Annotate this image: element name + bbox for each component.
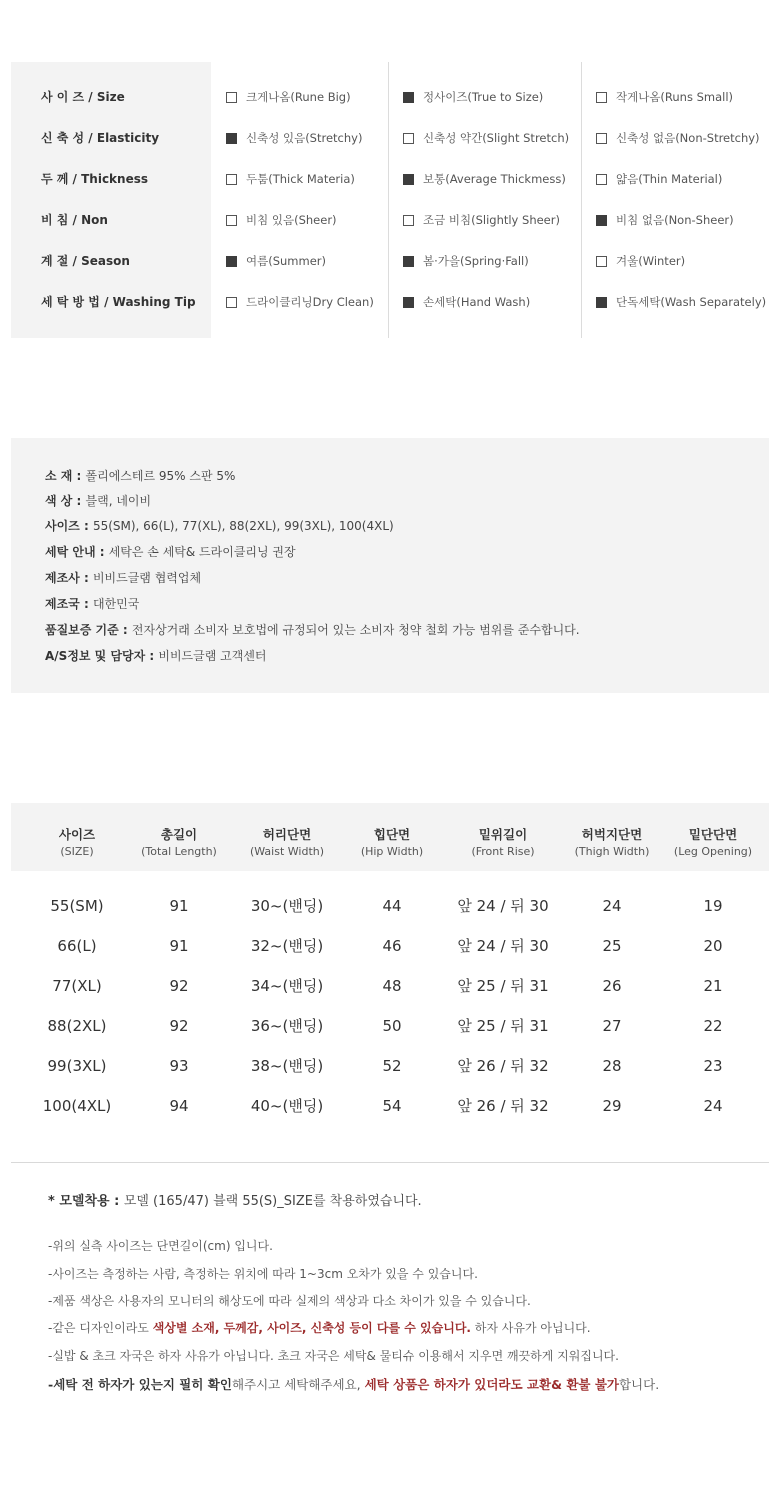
attribute-row (11, 169, 769, 189)
attribute-label: 두 께 / Thickness (41, 172, 149, 186)
attribute-option (596, 87, 733, 107)
size-table-cell: 25 (602, 937, 622, 955)
size-table-cell: 94 (169, 1097, 189, 1115)
info-as-contact: A/S정보 및 담당자 : 비비드글램 고객센터 (45, 649, 267, 663)
unchecked-box-icon (596, 174, 607, 185)
attribute-row (11, 292, 769, 312)
attribute-label: 사 이 즈 / Size (41, 90, 125, 104)
unchecked-box-icon (226, 92, 237, 103)
attribute-option (403, 169, 566, 189)
size-table-cell: 20 (703, 937, 723, 955)
size-table-header-cell (227, 827, 347, 860)
note-measurement: -위의 실측 사이즈는 단면길이(cm) 입니다. (48, 1239, 273, 1253)
attribute-option (226, 128, 362, 148)
attribute-option (226, 169, 355, 189)
size-table-cell: 46 (382, 937, 402, 955)
header-label-korean: 힙단면 (373, 827, 411, 842)
size-table-cell: 55(SM) (50, 897, 104, 915)
unchecked-box-icon (226, 215, 237, 226)
attribute-row (11, 210, 769, 230)
size-table-cell: 30~(밴딩) (250, 897, 324, 915)
header-label-english: (SIZE) (60, 845, 94, 858)
size-table-cell: 앞 24 / 뒤 30 (457, 897, 549, 915)
attribute-option (403, 128, 569, 148)
note-wash-warning: -세탁 전 하자가 있는지 필히 확인해주시고 세탁해주세요, 세탁 상품은 하자가 있더라도 교환& 환불 불가합니다. (48, 1377, 660, 1392)
attribute-option-label: 작게나옴(Runs Small) (616, 90, 734, 104)
header-label-korean: 사이즈 (58, 827, 96, 842)
attribute-option-label: 신축성 약간(Slight Stretch) (423, 131, 570, 145)
attribute-row (11, 251, 769, 271)
attribute-option (596, 169, 722, 189)
size-table-cell: 54 (382, 1097, 402, 1115)
attribute-option-label: 드라이클리닝Dry Clean) (246, 295, 374, 309)
attribute-option (403, 87, 543, 107)
size-table-header-cell (653, 827, 773, 860)
attribute-option (596, 251, 685, 271)
header-label-korean: 총길이 (160, 827, 198, 842)
size-table-cell: 100(4XL) (42, 1097, 112, 1115)
size-table-cell: 40~(밴딩) (250, 1097, 324, 1115)
attribute-label: 계 절 / Season (41, 254, 130, 268)
size-table-header-cell (119, 827, 239, 860)
product-attribute-table (11, 62, 769, 338)
size-table-cell: 99(3XL) (47, 1057, 107, 1075)
attribute-option-label: 조금 비침(Slightly Sheer) (423, 213, 560, 227)
size-table-cell: 32~(밴딩) (250, 937, 324, 955)
header-label-korean: 밑단단면 (688, 827, 738, 842)
size-table-cell: 앞 26 / 뒤 32 (457, 1057, 549, 1075)
attribute-row (11, 87, 769, 107)
attribute-option-label: 여름(Summer) (246, 254, 326, 268)
size-table-cell: 88(2XL) (47, 1017, 107, 1035)
size-table-cell: 91 (169, 937, 189, 955)
attribute-option-label: 단독세탁(Wash Separately) (616, 295, 767, 309)
info-color: 색 상 : 블랙, 네이비 (45, 494, 152, 508)
attribute-label: 비 침 / Non (41, 213, 108, 227)
attribute-option-label: 비침 없음(Non-Sheer) (616, 213, 734, 227)
size-table-cell: 26 (602, 977, 622, 995)
size-table-cell: 28 (602, 1057, 622, 1075)
size-table-cell: 23 (703, 1057, 723, 1075)
header-label-korean: 허벅지단면 (581, 827, 643, 842)
checked-box-icon (596, 297, 607, 308)
header-label-korean: 밑위길이 (478, 827, 528, 842)
note-chalk: -실밥 & 초크 자국은 하자 사유가 아닙니다. 초크 자국은 세탁& 물티슈 이용해서 지우면 깨끗하게 지워집니다. (48, 1349, 619, 1363)
attribute-option-label: 겨울(Winter) (616, 254, 686, 268)
size-table-cell: 52 (382, 1057, 402, 1075)
size-table-header-cell (443, 827, 563, 860)
attribute-option (403, 292, 530, 312)
size-table-cell: 24 (703, 1097, 723, 1115)
unchecked-box-icon (403, 133, 414, 144)
header-label-english: (Total Length) (141, 845, 217, 858)
attribute-option-label: 정사이즈(True to Size) (423, 90, 544, 104)
attribute-option-label: 보통(Average Thickmess) (423, 172, 566, 186)
size-table-cell: 22 (703, 1017, 723, 1035)
size-table-cell: 24 (602, 897, 622, 915)
attribute-row (11, 128, 769, 148)
size-table-cell: 29 (602, 1097, 622, 1115)
size-table-cell: 92 (169, 1017, 189, 1035)
size-table-cell: 27 (602, 1017, 622, 1035)
size-table-cell: 앞 25 / 뒤 31 (457, 1017, 549, 1035)
attribute-option-label: 크게나옴(Rune Big) (246, 90, 351, 104)
size-table-cell: 93 (169, 1057, 189, 1075)
checked-box-icon (403, 297, 414, 308)
attribute-option-label: 비침 있음(Sheer) (246, 213, 337, 227)
header-label-korean: 허리단면 (262, 827, 312, 842)
attribute-option-label: 신축성 있음(Stretchy) (246, 131, 363, 145)
unchecked-box-icon (403, 215, 414, 226)
unchecked-box-icon (596, 92, 607, 103)
checked-box-icon (403, 92, 414, 103)
size-table-cell: 91 (169, 897, 189, 915)
header-label-english: (Hip Width) (360, 845, 424, 858)
info-size: 사이즈 : 55(SM), 66(L), 77(XL), 88(2XL), 99(3XL), 100(4XL) (45, 519, 394, 533)
attribute-option (596, 128, 760, 148)
note-design: -같은 디자인이라도 색상별 소재, 두께감, 사이즈, 신축성 등이 다를 수 있습니다. 하자 사유가 아닙니다. (48, 1321, 591, 1335)
attribute-label: 세 탁 방 법 / Washing Tip (41, 295, 196, 309)
attribute-option (226, 251, 326, 271)
size-table-cell: 19 (703, 897, 723, 915)
attribute-option (596, 210, 734, 230)
size-table-cell: 앞 24 / 뒤 30 (457, 937, 549, 955)
checked-box-icon (403, 174, 414, 185)
unchecked-box-icon (226, 174, 237, 185)
size-table-cell: 44 (382, 897, 402, 915)
header-label-english: (Thigh Width) (574, 845, 650, 858)
info-washing: 세탁 안내 : 세탁은 손 세탁& 드라이클리닝 권장 (45, 545, 296, 559)
attribute-label: 신 축 성 / Elasticity (41, 131, 160, 145)
model-fit-note: * 모델착용 : 모델 (165/47) 블랙 55(S)_SIZE를 착용하였습니다. (48, 1194, 422, 1209)
size-table-cell: 48 (382, 977, 402, 995)
checked-box-icon (403, 256, 414, 267)
attribute-option (403, 210, 560, 230)
header-label-english: (Leg Opening) (673, 845, 753, 858)
divider (11, 1162, 769, 1163)
attribute-option-label: 두툼(Thick Materia) (246, 172, 355, 186)
unchecked-box-icon (226, 297, 237, 308)
unchecked-box-icon (596, 133, 607, 144)
size-table-header-cell (332, 827, 452, 860)
attribute-option-label: 신축성 없음(Non-Stretchy) (616, 131, 760, 145)
attribute-option (226, 292, 374, 312)
size-table-cell: 77(XL) (52, 977, 102, 995)
size-table-cell: 66(L) (57, 937, 97, 955)
unchecked-box-icon (596, 256, 607, 267)
size-table-cell: 36~(밴딩) (250, 1017, 324, 1035)
checked-box-icon (226, 133, 237, 144)
size-table-cell: 앞 26 / 뒤 32 (457, 1097, 549, 1115)
note-color: -제품 색상은 사용자의 모니터의 해상도에 따라 실제의 색상과 다소 차이가 있을 수 있습니다. (48, 1294, 531, 1308)
info-quality-guarantee: 품질보증 기준 : 전자상거래 소비자 보호법에 규정되어 있는 소비자 청약 철회 가능 범위를 준수합니다. (45, 623, 580, 637)
attribute-option-label: 손세탁(Hand Wash) (423, 295, 531, 309)
checked-box-icon (226, 256, 237, 267)
info-material: 소 재 : 폴리에스테르 95% 스판 5% (45, 469, 236, 483)
info-manufacturer: 제조사 : 비비드글램 협력업체 (45, 571, 202, 585)
attribute-option (596, 292, 766, 312)
size-table-cell: 50 (382, 1017, 402, 1035)
attribute-option (403, 251, 529, 271)
attribute-option-label: 봄·가을(Spring·Fall) (423, 254, 529, 268)
size-table-cell: 앞 25 / 뒤 31 (457, 977, 549, 995)
header-label-english: (Front Rise) (471, 845, 535, 858)
size-table-cell: 21 (703, 977, 723, 995)
note-tolerance: -사이즈는 측정하는 사람, 측정하는 위치에 따라 1~3cm 오차가 있을 수 있습니다. (48, 1267, 478, 1281)
header-label-english: (Waist Width) (249, 845, 325, 858)
size-table-cell: 34~(밴딩) (250, 977, 324, 995)
attribute-option (226, 210, 337, 230)
size-table-cell: 38~(밴딩) (250, 1057, 324, 1075)
info-country: 제조국 : 대한민국 (45, 597, 140, 611)
product-info-box (11, 438, 769, 693)
checked-box-icon (596, 215, 607, 226)
attribute-option (226, 87, 351, 107)
size-table-cell: 92 (169, 977, 189, 995)
attribute-option-label: 얇음(Thin Material) (616, 172, 723, 186)
